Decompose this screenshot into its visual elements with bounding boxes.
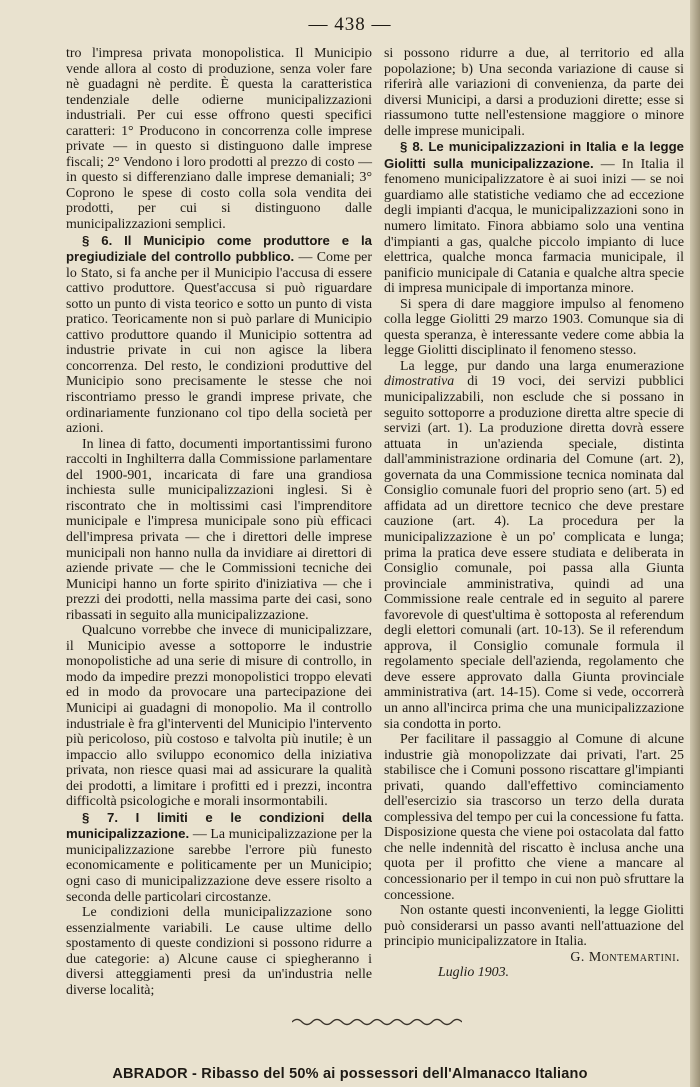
section-6-text: — Come per lo Stato, si fa anche per il Municipio l'accusa di essere cattivo produttore. Quest'accusa si può riguardare sotto un punto di vista teorico e sotto un punto di vista pratico. Teoricamente non si può parlare di Municipio cattivo produttore quando il Municipio sottentra ad industrie private in cui non agisce la libera concorrenza. Del resto, le condizioni produttive del Municipio sono precisamente le stesse che noi riscontriamo presso le grandi imprese private, che ordinariamente funzionano col tipo della società per azioni. (66, 250, 372, 437)
section-7-heading: § 7. I limiti e le condizioni della municipalizzazione. (66, 809, 372, 842)
paragraph: Si spera di dare maggiore impulso al fenomeno colla legge Giolitti 29 marzo 1903. Comunque sia di questa speranza, è interessante vedere come abbia la legge Giolitti disciplinato il fenomeno stesso. (384, 296, 684, 359)
left-column (66, 46, 372, 998)
section-8-heading: § 8. Le municipalizzazioni in Italia e la legge Giolitti sulla municipalizzazione. (384, 139, 684, 171)
page-number: — 438 — (308, 14, 392, 35)
section-8-text: — In Italia il fenomeno municipalizzatore è ai suoi inizi — se noi guardiamo alle statistiche vediamo che ad eccezione degli impianti d'acqua, le municipalizzazioni sono in numero limitato. Finora abbiamo solo una ventina d'impianti a gas, qualche piccolo impianto di luce elettrica, qualche monca farmacia municipale, il panificio municipale di Catania e qualche altra specie di impresa municipale di importanza minore. (384, 156, 684, 297)
section-6-paragraph (66, 233, 372, 437)
author-signature: G. Montemartini. (570, 949, 680, 965)
text-run: La legge, pur dando una larga enumerazione (400, 358, 684, 374)
text-run: di 19 voci, dei servizi pubblici municipalizzabili, non esclude che si possano in seguito sottoporre a produzione diretta altre specie di servizi (art. 1). La produzione diretta dovrà essere attuata in un'azienda speciale, distinta dall'amministrazione ordinaria del Comune (art. 2), governata da una Commissione tecnica nominata dal Consiglio comunale fuori del proprio seno (art. 5) ed affidata ad un direttore tecnico che deve prestare cauzione (art. 4). La procedura per la municipalizzazione è un po' complicata e lunga; prima la pratica deve essere studiata e deliberata in Consiglio comunale, poi passa alla Giunta provinciale amministrativa, quindi ad una Commissione reale centrale ed in seguito al parere favorevole di quest'ultima è sottoposta al referendum degli elettori comunali (art. 10-13). Se il referendum approva, il Consiglio comunale formula il regolamento speciale dell'azienda, regolamento che deve essere approvato dalla Giunta provinciale amministrativa (art. 14-15). Come si vede, occorrerà un anno all'incirca prima che una municipalizzazione sia condotta in porto. (384, 374, 684, 732)
paragraph: tro l'impresa privata monopolistica. Il Municipio vende allora al costo di produzione, senza voler fare nè guadagni nè perdite. È questa la caratteristica tendenziale delle odierne municipalizzazioni industriali. Per cui esse offrono questi specifici caratteri: 1° Producono in concorrenza colle imprese private — in questo si distinguono dalle imprese fiscali; 2° Vendono i loro prodotti al prezzo di costo — in questo si differenziano dalle imprese demaniali; 3° Coprono le spese di costo colla sola vendita dei prodotti, per cui si distinguono dalle municipalizzazioni semplici. (66, 46, 372, 233)
section-7-text: — La municipalizzazione per la municipalizzazione sarebbe l'errore più funesto economicamente e politicamente per un Municipio; ogni caso di municipalizzazione deve essere risolto a seconda delle particolari circostanze. (66, 827, 372, 905)
wavy-divider-ornament (292, 1016, 462, 1028)
italic-term: dimostrativa (384, 374, 455, 390)
paragraph: In linea di fatto, documenti importantissimi furono raccolti in Inghilterra dalla Commissione parlamentare del 1900-901, incaricata di fare una grandiosa inchiesta sulle municipalizzazioni inglesi. Si è riscontrato che in moltissimi casi l'imprenditore municipale e l'impresa municipale sono più efficaci dell'impresa privata — che i direttori delle imprese municipali non hanno nulla da invidiare ai direttori di aziende private — che le Commissioni tecniche dei Municipi hanno un forte spirito d'iniziativa — che i prezzi dei prodotti, nella massima parte dei casi, sono ribassati in seguito alla municipalizzazione. (66, 436, 372, 623)
paragraph: Le condizioni della municipalizzazione sono essenzialmente variabili. Le cause ultime dello spostamento di queste condizioni si possono ridurre a due categorie: a) Alcune cause ci spiegheranno i diversi atteggiamenti presi da un'industria nelle diverse località; (66, 905, 372, 998)
paragraph: Non ostante questi inconvenienti, la legge Giolitti può considerarsi un passo avanti nell'attuazione del principio municipalizzatore in Italia. (384, 903, 684, 950)
paragraph (384, 359, 684, 732)
section-7-paragraph (66, 810, 372, 905)
paragraph: si possono ridurre a due, al territorio ed alla popolazione; b) Una seconda variazione di cause si riferirà alle variazioni di convenienza, da parte dei diversi Municipi, a darsi a produzioni dirette; esse si riassumono tutte nell'estensione maggiore o minore delle imprese municipali. (384, 46, 684, 139)
right-column (384, 46, 684, 981)
section-6-heading: § 6. Il Municipio come produttore e la pregiudiziale del controllo pubblico. (66, 232, 372, 265)
dateline: Luglio 1903. (438, 965, 510, 981)
section-8-paragraph (384, 139, 684, 296)
paragraph: Per facilitare il passaggio al Comune di alcune industrie già monopolizzate dai privati, l'art. 25 stabilisce che i Comuni possono riscattare gl'impianti privati, quando dall'effettivo cominciamento dell'esercizio sia trascorso un terzo della durata complessiva del tempo per cui la concessione fu fatta. Disposizione questa che viene poi ostacolata dal fatto che nelle indennità del riscatto è inclusa anche una quota per il profitto che viene a mancare al concessionario per il tempo in cui non può sfruttare la concessione. (384, 732, 684, 903)
advertisement-line: ABRADOR - Ribasso del 50% ai possessori dell'Almanacco Italiano (112, 1066, 588, 1082)
paragraph: Qualcuno vorrebbe che invece di municipalizzare, il Municipio avesse a sottoporre le industrie monopolistiche ad una serie di misure di controllo, in modo da impedire prezzi monopolistici troppo elevati ed in modo da provocare una partecipazione dei Municipi ai guadagni di monopolio. Ma il controllo industriale è fra gl'interventi del Municipio l'intervento più pericoloso, più costoso e talvolta più inutile; è un impaccio allo sviluppo economico della iniziativa privata, non riesce quasi mai ad assicurare la qualità dei prodotti, a limitare i profitti ed i prezzi, incontra difficoltà psicologiche e morali insormontabili. (66, 623, 372, 810)
page-edge-shadow (690, 0, 700, 1087)
